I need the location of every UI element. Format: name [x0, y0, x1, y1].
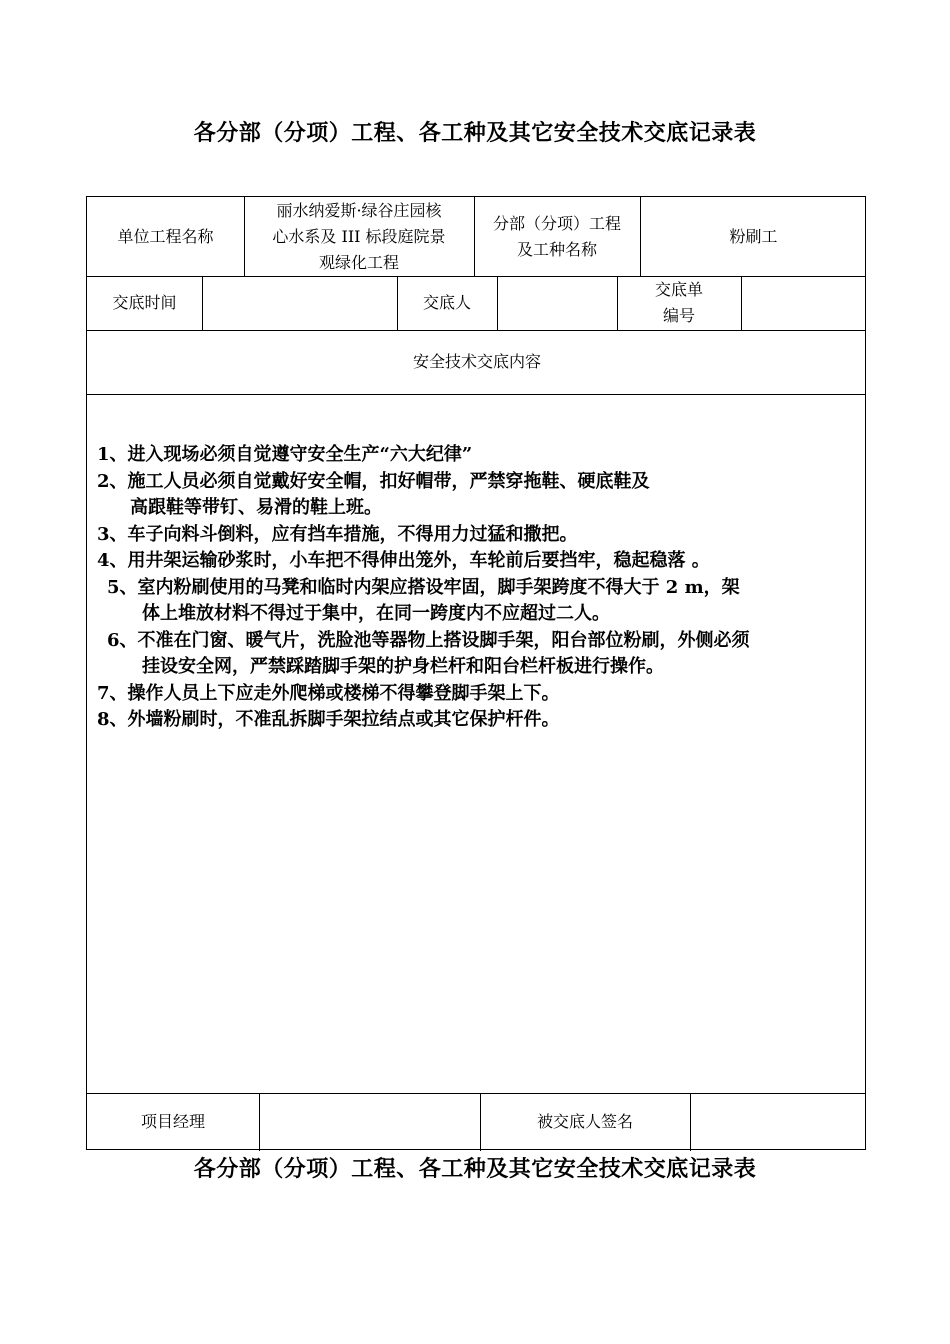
- handover-number-value[interactable]: [741, 276, 867, 330]
- label-handover-person: 交底人: [422, 293, 471, 312]
- content-line: 高跟鞋等带钉、易滑的鞋上班。: [130, 497, 382, 518]
- project-manager-value[interactable]: [259, 1093, 480, 1151]
- page-title: 各分部（分项）工程、各工种及其它安全技术交底记录表: [193, 120, 757, 146]
- section-header: 安全技术交底内容: [412, 352, 541, 371]
- next-page-title: 各分部（分项）工程、各工种及其它安全技术交底记录表: [193, 1156, 757, 1182]
- content-line: 挂设安全网，严禁踩踏脚手架的护身栏杆和阳台栏杆板进行操作。: [142, 656, 664, 677]
- sub-project-value: 粉刷工: [729, 226, 778, 246]
- project-name-value: 丽水纳爱斯·绿谷庄园核 心水系及 III 标段庭院景 观绿化工程: [272, 200, 446, 272]
- handover-time-value[interactable]: [202, 276, 397, 330]
- label-project-name: 单位工程名称: [117, 226, 214, 246]
- label-sub-project: 分部（分项）工程 及工种名称: [492, 213, 621, 259]
- label-handover-number: 交底单 编号: [654, 280, 703, 325]
- content-line: 6、不准在门窗、暖气片，洗脸池等器物上搭设脚手架，阳台部位粉刷，外侧必须: [107, 629, 750, 651]
- content-line: 4、用井架运输砂浆时，小车把不得伸出笼外，车轮前后要挡牢，稳起稳落 。: [97, 550, 710, 571]
- content-line: 2、施工人员必须自觉戴好安全帽，扣好帽带，严禁穿拖鞋、硬底鞋及: [97, 470, 650, 492]
- label-project-manager: 项目经理: [140, 1112, 205, 1131]
- label-handover-time: 交底时间: [112, 293, 177, 312]
- signee-value[interactable]: [690, 1093, 867, 1151]
- content-line: 3、车子向料斗倒料，应有挡车措施，不得用力过猛和撒把。: [97, 523, 578, 545]
- label-signee: 被交底人签名: [536, 1112, 633, 1131]
- record-table: [86, 196, 866, 1150]
- safety-content: [97, 442, 867, 734]
- content-line: 1、进入现场必须自觉遵守安全生产“六大纪律”: [97, 444, 473, 465]
- row-divider: [87, 394, 865, 395]
- content-line: 7、操作人员上下应走外爬梯或楼梯不得攀登脚手架上下。: [97, 682, 560, 704]
- content-line: 8、外墙粉刷时，不准乱拆脚手架拉结点或其它保护杆件。: [97, 709, 560, 730]
- handover-person-value[interactable]: [497, 276, 617, 330]
- content-line: 5、室内粉刷使用的马凳和临时内架应搭设牢固，脚手架跨度不得大于 2 m，架: [107, 576, 740, 598]
- content-line: 体上堆放材料不得过于集中，在同一跨度内不应超过二人。: [142, 603, 610, 624]
